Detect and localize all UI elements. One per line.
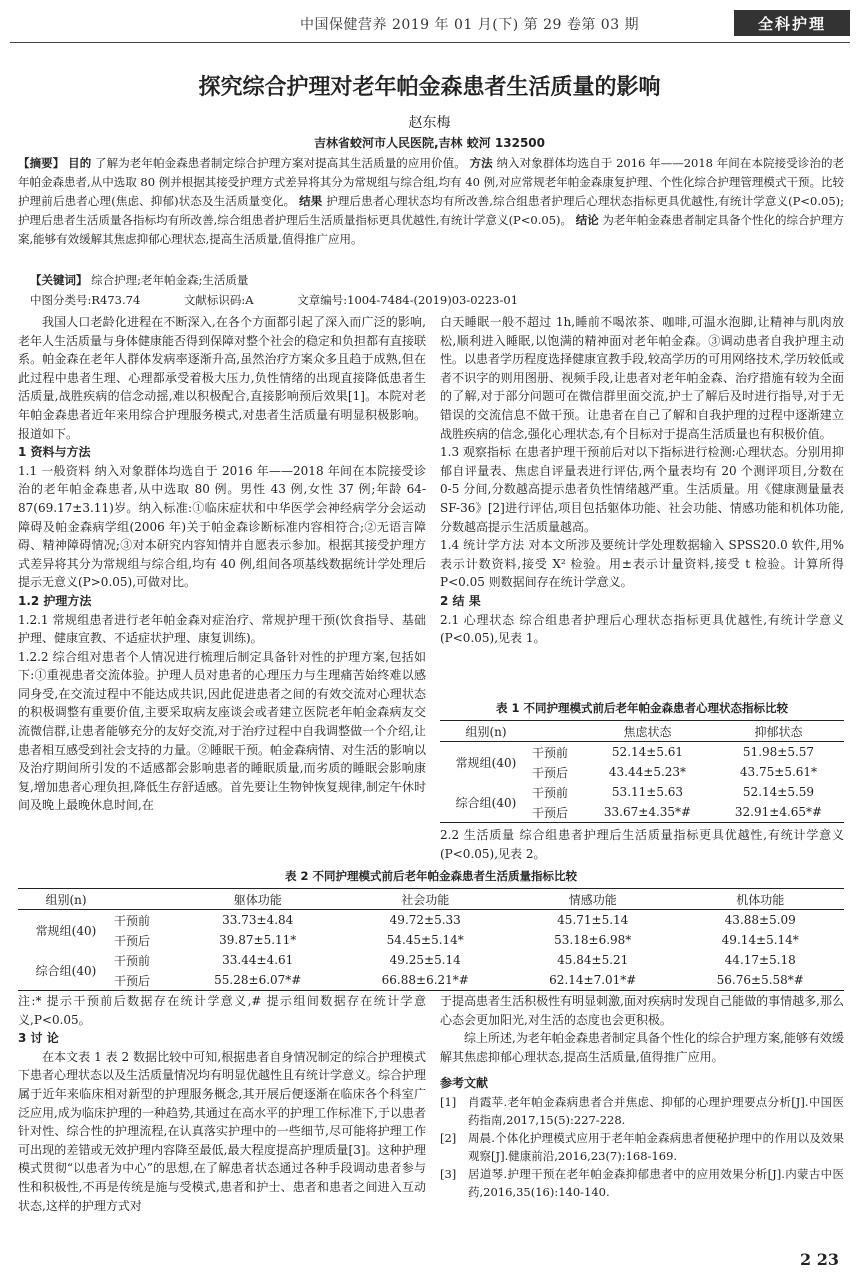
discussion-left-column <box>18 992 426 1215</box>
section-heading: 3 讨 论 <box>18 1031 59 1046</box>
table1-caption: 表 1 不同护理模式前后老年帕金森患者心理状态指标比较 <box>495 701 788 715</box>
table2-cell: 49.14±5.14* <box>721 933 799 947</box>
abstract-aim-label: 目的 <box>68 156 92 170</box>
table1-cell: 43.75±5.61* <box>739 765 818 779</box>
table-row <box>440 782 844 802</box>
table2-header-physical: 躯体功能 <box>174 889 342 910</box>
keywords <box>30 272 248 288</box>
section-heading: 1 资料与方法 <box>18 445 91 460</box>
table-row <box>18 950 844 970</box>
table2-group: 综合组(40) <box>35 963 97 978</box>
references-heading: 参考文献 <box>440 1076 489 1091</box>
reference-item <box>440 1129 844 1165</box>
body-left-column <box>18 313 426 815</box>
abstract-aim-text: 了解为老年帕金森患者制定综合护理方案对提高其生活质量的应用价值。 <box>95 156 466 170</box>
clc-number: 中图分类号:R473.74 <box>30 293 141 307</box>
table2-phase: 干预前 <box>114 913 151 928</box>
abstract-label: 【摘要】 <box>18 156 65 170</box>
table2-caption: 表 2 不同护理模式前后老年帕金森患者生活质量指标比较 <box>284 869 577 883</box>
affiliation: 吉林省蛟河市人民医院,吉林 蛟河 132500 <box>313 136 545 150</box>
table2-header-social: 社会功能 <box>342 889 510 910</box>
page-number: 2 23 <box>800 1250 839 1269</box>
table2-header-body: 机体功能 <box>677 889 845 910</box>
paragraph: 白天睡眠一般不超过 1h,睡前不喝浓茶、咖啡,可温水泡脚,让精神与肌肉放松,顺利进入睡眠,以饱满的精神面对老年帕金森。③调动患者自我护理主动性。以患者学历程度选择健康宣教手段,较高学历的可用网络技术,学历较低或者不识字的则用图册、视频手段,让患者对老年帕金森、治疗措施有较为全面的了解,对于部分问题可在微信群里面交流,护士了解后及时进行指导,对于无错误的交流信息不做干预。让患者在自己了解和自我护理的过程中逐渐建立战胜疾病的信念,强化心理状态,有个目标对于提高生活质量也有积极价值。 <box>440 315 844 441</box>
reference-text: 周晨.个体化护理模式应用于老年帕金森病患者便秘护理中的作用以及效果观察[J].健康前沿,2016,23(7):168-169. <box>468 1130 844 1163</box>
table1-phase: 干预前 <box>532 745 569 760</box>
table2-cell: 53.18±6.98* <box>554 933 632 947</box>
table2-header-group: 组别(n) <box>18 889 114 910</box>
table1-header-phase <box>532 721 582 742</box>
table1-group: 常规组(40) <box>455 755 517 770</box>
table1-phase: 干预后 <box>532 805 569 820</box>
abstract-method-label: 方法 <box>469 156 493 170</box>
header-rule <box>10 42 850 43</box>
discussion-right-column <box>440 992 844 1201</box>
article-title: 探究综合护理对老年帕金森患者生活质量的影响 <box>198 75 661 100</box>
document-code: 文献标识码:A <box>183 293 254 307</box>
reference-text: 肖霞苹.老年帕金森病患者合并焦虑、抑郁的心理护理要点分析[J].中国医药指南,2017,15(5):227-228. <box>468 1094 844 1127</box>
abstract-method-text: 纳入对象群体均选自于 2016 年——2018 年间在本院接受诊治的老年帕金森患者,从中选取 80 例并根据其接受护理方式差异将其分为常规组与综合组,均有 40 例,对应常规老年帕金森康复护理、个性化综合护理管理模式干预。比较护理前后患者心理(焦虑、抑郁)状态及生活质量变化。 <box>18 156 845 208</box>
table1-phase: 干预后 <box>532 765 569 780</box>
paragraph: 我国人口老龄化进程在不断深入,在各个方面都引起了深入而广泛的影响,老年人生活质量与身体健康能否得到保障对整个社会的稳定和负担都有直接联系。帕金森在老年人群体发病率逐渐升高,虽然治疗方案众多且趋于成熟,但在此过程中患者生理、心理都承受着极大压力,负性情绪的出现直接降低患者生活质量,战胜疾病的信念动摇,难以积极配合,直接影响预后效果[1]。本院对老年帕金森患者近年来用综合护理服务模式,对患者生活质量有明显积极影响。报道如下。 <box>18 315 427 441</box>
table2-phase: 干预后 <box>114 973 151 988</box>
section-heading: 1.2 护理方法 <box>18 593 92 608</box>
reference-number: [3] <box>440 1166 457 1181</box>
paragraph: 1.4 统计学方法 对本文所涉及要统计学处理数据输入 SPSS20.0 软件,用%表示计数资料,接受 X² 检验。用±表示计量资料,接受 t 检验。计算所得 P<0.05 则数据间存在统计学意义。 <box>440 538 844 590</box>
table2-phase: 干预后 <box>114 933 151 948</box>
table1-cell: 53.11±5.63 <box>611 785 684 799</box>
journal-header: 中国保健营养 2019 年 01 月(下) 第 29 卷第 03 期 <box>300 17 640 33</box>
table1-cell: 52.14±5.59 <box>742 785 815 799</box>
abstract-result-text: 护理后患者心理状态均有所改善,综合组患者护理后心理状态指标更具优越性,有统计学意义(P<0.05);护理后患者生活质量各指标均有所改善,综合组患者护理后生活质量指标更具优越性,有统计学意义(P<0.05)。 <box>18 194 845 227</box>
reference-item <box>440 1165 844 1201</box>
article-number: 文章编号:1004-7484-(2019)03-0223-01 <box>297 293 519 307</box>
paragraph: 2.1 心理状态 综合组患者护理后心理状态指标更具优越性,有统计学意义(P<0.05),见表 1。 <box>440 612 844 646</box>
table1-phase: 干预前 <box>532 785 569 800</box>
table2-cell: 55.28±6.07*# <box>214 973 302 987</box>
keywords-text: 综合护理;老年帕金森;生活质量 <box>91 273 249 287</box>
table1-header-group: 组别(n) <box>440 721 532 742</box>
table1-cell: 33.67±4.35*# <box>603 805 692 819</box>
table2-cell: 49.25±5.14 <box>389 953 461 967</box>
abstract <box>18 154 844 249</box>
table1 <box>440 720 844 823</box>
table2 <box>18 888 844 991</box>
table-row <box>18 910 844 931</box>
table1-cell: 51.98±5.57 <box>742 745 815 759</box>
section-2-2: 2.2 生活质量 综合组患者护理后生活质量指标更具优越性,有统计学意义(P<0.05),见表 2。 <box>440 828 844 861</box>
table1-cell: 52.14±5.61 <box>611 745 684 759</box>
table2-cell: 45.71±5.14 <box>557 913 629 927</box>
references-list <box>440 1093 844 1201</box>
table2-cell: 54.45±5.14* <box>386 933 464 947</box>
reference-number: [2] <box>440 1130 457 1145</box>
reference-text: 居道琴.护理干预在老年帕金森抑郁患者中的应用效果分析[J].内蒙古中医药,2016,35(16):140-140. <box>468 1166 844 1199</box>
keywords-label: 【关键词】 <box>30 273 88 287</box>
table2-cell: 33.73±4.84 <box>222 913 294 927</box>
table2-header-emotional: 情感功能 <box>509 889 677 910</box>
reference-item <box>440 1093 844 1129</box>
paragraph: 注:* 提示干预前后数据存在统计学意义,# 提示组间数据存在统计学意义,P<0.05。 <box>18 994 426 1027</box>
paragraph: 综上所述,为老年帕金森患者制定具备个性化的综合护理方案,能够有效缓解其焦虑抑郁心理状态,提高生活质量,值得推广应用。 <box>440 1031 844 1064</box>
table1-cell: 32.91±4.65*# <box>734 805 823 819</box>
table2-phase: 干预前 <box>114 953 151 968</box>
classification-line <box>30 292 558 308</box>
body-right-column <box>440 313 844 652</box>
table2-cell: 45.84±5.21 <box>557 953 629 967</box>
table1-header-depression: 抑郁状态 <box>713 721 844 742</box>
table2-cell: 49.72±5.33 <box>389 913 461 927</box>
abstract-conclusion-label: 结论 <box>575 213 599 227</box>
paragraph: 1.1 一般资料 纳入对象群体均选自于 2016 年——2018 年间在本院接受诊治的老年帕金森患者,从中选取 80 例。男性 43 例,女性 37 例;年龄 64-87(69.17±3.11)岁。纳入标准:①临床症状和中华医学会神经病学分会运动障碍及帕金森病学组(2006 年)关于帕金森诊断标准内容相符合;②无语言障碍、精神障碍情况;③对本研究内容知情并自愿表示参加。根据其接受护理方式差异将其分为常规组与综合组,均有 40 例,组间各项基线数据统计学处理后提示无意义(P>0.05),可做对比。 <box>18 463 426 590</box>
table2-cell: 33.44±4.61 <box>222 953 294 967</box>
section-badge: 全科护理 <box>734 10 850 36</box>
table-row <box>18 970 844 991</box>
table1-cell: 43.44±5.23* <box>608 765 687 779</box>
table2-header-phase <box>114 889 174 910</box>
table-row <box>440 742 844 763</box>
table2-group: 常规组(40) <box>35 923 97 938</box>
paragraph: 1.2.1 常规组患者进行老年帕金森对症治疗、常规护理干预(饮食指导、基础护理、健康宣教、不适症状护理、康复训练)。 <box>18 612 426 646</box>
abstract-conclusion-text: 为老年帕金森患者制定具备个性化的综合护理方案,能够有效缓解其焦虑抑郁心理状态,提高生活质量,值得推广应用。 <box>18 213 845 246</box>
table1-header-anxiety: 焦虑状态 <box>582 721 713 742</box>
paragraph: 于提高患者生活积极性有明显刺激,面对疾病时发现自己能做的事情越多,那么心态会更加阳光,对生活的态度也会更积极。 <box>440 994 844 1027</box>
reference-number: [1] <box>440 1094 457 1109</box>
table2-cell: 39.87±5.11* <box>219 933 297 947</box>
table2-cell: 44.17±5.18 <box>724 953 796 967</box>
table-row <box>18 930 844 950</box>
paragraph: 在本文表 1 表 2 数据比较中可知,根据患者自身情况制定的综合护理模式下患者心理状态以及生活质量情况均有明显优越性且有统计学意义。综合护理属于近年来临床相对新型的护理服务概念,其开展后便逐渐在临床各个科室广泛应用,成为临床护理的一种趋势,其通过在高水平的护理工作标准下,于以患者针对性、综合性的护理流程,在认真落实护理中的一些细节,尽可能将护理工作可出现的差错或无效护理内容降至最低,最大程度提高护理质量[3]。这种护理模式贯彻“以患者为中心”的思想,在了解患者状态通过各种手段调动患者参与性和积极性,不再是传统是施与受模式,患者和护士、患者和患者之间进入互动状态,这样的护理方式对 <box>18 1049 427 1213</box>
paragraph: 1.2.2 综合组对患者个人情况进行梳理后制定具备针对性的护理方案,包括如下:①重视患者交流体验。护理人员对患者的心理压力与生理痛苦始终难以感同身受,在交流过程中不能达成共识,因此促进患者之间的有效交流对心理状态的积极调整有重要价值,主要采取病友座谈会或者建立医院老年帕金森病友交流微信群,让患者能够充分的友好交流,对于治疗过程中自我调整做一个介绍,让患者相互感受到社会支持的力量。②睡眠干预。帕金森病情、对生活的影响以及治疗期间所引发的不适感都会影响患者的睡眠质量,而劣质的睡眠会影响康复,增加患者心理负担,降低生存舒适感。首先要让生物钟恢复规律,制定午休时间及晚上最晚休息时间,在 <box>18 649 427 813</box>
table2-cell: 62.14±7.01*# <box>549 973 637 987</box>
table1-group: 综合组(40) <box>455 795 517 810</box>
table2-cell: 43.88±5.09 <box>724 913 796 927</box>
section-heading: 2 结 果 <box>440 593 481 608</box>
paragraph: 1.3 观察指标 在患者护理干预前后对以下指标进行检测:心理状态。分别用抑郁自评量表、焦虑自评量表进行评估,两个量表均有 20 个测评项目,分数在 0-5 分间,分数越高提示患者负性情绪越严重。生活质量。用《健康测量量表 SF-36》[2]进行评估,项目包括躯体功能、社会功能、情感功能和机体功能,分数越高提示生活质量越高。 <box>440 445 844 534</box>
abstract-result-label: 结果 <box>299 194 323 208</box>
table2-cell: 56.76±5.58*# <box>716 973 804 987</box>
author: 赵东梅 <box>408 115 451 131</box>
table2-cell: 66.88±6.21*# <box>381 973 469 987</box>
